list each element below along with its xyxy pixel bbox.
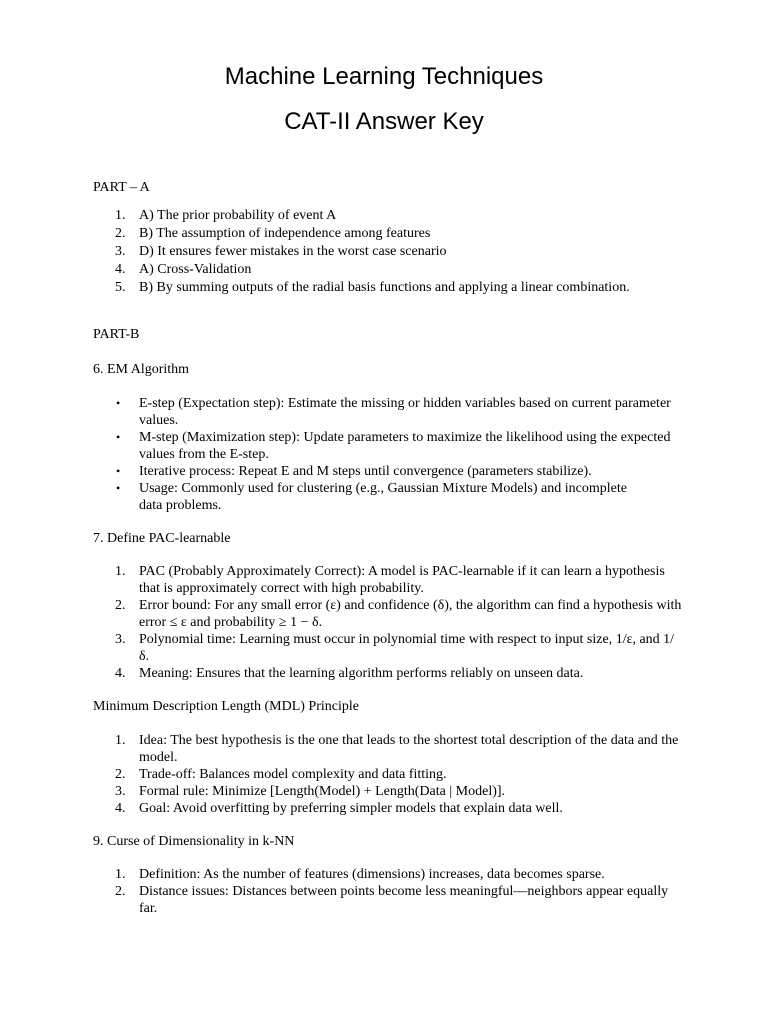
list-number: 3. bbox=[115, 244, 126, 259]
list-text: Error bound: For any small error (ε) and confidence (δ), the algorithm can find a hypothesis with error ≤ ε and probability ≥ 1 − δ. bbox=[139, 598, 682, 630]
list-item bbox=[93, 883, 683, 917]
list-text: Iterative process: Repeat E and M steps until convergence (parameters stabilize). bbox=[139, 464, 592, 479]
q7-heading: 7. Define PAC-learnable bbox=[93, 531, 231, 546]
list-item bbox=[93, 665, 683, 682]
list-item bbox=[93, 261, 683, 278]
list-text: Idea: The best hypothesis is the one that leads to the shortest total description of the data and the model. bbox=[139, 733, 679, 765]
list-text: Usage: Commonly used for clustering (e.g., Gaussian Mixture Models) and incomplete data problems. bbox=[139, 481, 627, 513]
document-subtitle: CAT-II Answer Key bbox=[284, 108, 484, 135]
list-number: 4. bbox=[115, 666, 126, 681]
list-number: 1. bbox=[115, 733, 126, 748]
list-item bbox=[93, 800, 683, 817]
list-text: D) It ensures fewer mistakes in the worst case scenario bbox=[139, 244, 447, 259]
mdl-list bbox=[93, 732, 683, 817]
q9-heading: 9. Curse of Dimensionality in k-NN bbox=[93, 834, 295, 849]
part-b-heading: PART-B bbox=[93, 327, 140, 342]
document-title: Machine Learning Techniques bbox=[224, 63, 544, 90]
list-text: Goal: Avoid overfitting by preferring simpler models that explain data well. bbox=[139, 801, 563, 816]
q9-list bbox=[93, 866, 683, 917]
part-a-heading: PART – A bbox=[93, 180, 150, 195]
list-item bbox=[93, 783, 683, 800]
bullet-icon: • bbox=[116, 396, 121, 410]
list-item bbox=[93, 207, 683, 224]
list-number: 3. bbox=[115, 632, 126, 647]
list-text: B) The assumption of independence among features bbox=[139, 226, 431, 241]
q6-heading: 6. EM Algorithm bbox=[93, 362, 190, 377]
list-number: 4. bbox=[115, 801, 126, 816]
list-text: B) By summing outputs of the radial basis functions and applying a linear combination. bbox=[139, 280, 630, 295]
list-item bbox=[93, 279, 659, 296]
list-number: 2. bbox=[115, 226, 126, 241]
list-item bbox=[93, 480, 639, 514]
list-item bbox=[93, 243, 683, 260]
bullet-icon: • bbox=[116, 464, 121, 478]
list-text: Definition: As the number of features (dimensions) increases, data becomes sparse. bbox=[139, 867, 605, 882]
list-number: 1. bbox=[115, 564, 126, 579]
list-number: 1. bbox=[115, 867, 126, 882]
list-text: PAC (Probably Approximately Correct): A model is PAC-learnable if it can learn a hypothesis that is approximately correct with high probability. bbox=[139, 564, 665, 596]
list-text: M-step (Maximization step): Update parameters to maximize the likelihood using the expected values from the E-step. bbox=[139, 430, 671, 462]
list-number: 1. bbox=[115, 208, 126, 223]
list-item bbox=[93, 563, 683, 597]
list-number: 3. bbox=[115, 784, 126, 799]
list-number: 2. bbox=[115, 767, 126, 782]
list-number: 2. bbox=[115, 598, 126, 613]
mdl-heading: Minimum Description Length (MDL) Principle bbox=[93, 699, 359, 714]
list-text: Distance issues: Distances between points become less meaningful—neighbors appear equally far. bbox=[139, 884, 669, 916]
list-number: 2. bbox=[115, 884, 126, 899]
list-text: A) Cross-Validation bbox=[139, 262, 252, 277]
list-number: 4. bbox=[115, 262, 126, 277]
list-text: Meaning: Ensures that the learning algorithm performs reliably on unseen data. bbox=[139, 666, 584, 681]
bullet-icon: • bbox=[116, 481, 121, 495]
list-item bbox=[93, 766, 683, 783]
list-text: Trade-off: Balances model complexity and data fitting. bbox=[139, 767, 447, 782]
list-text: Formal rule: Minimize [Length(Model) + Length(Data | Model)]. bbox=[139, 784, 506, 799]
list-text: A) The prior probability of event A bbox=[139, 208, 337, 223]
list-item bbox=[93, 395, 683, 429]
list-text: E-step (Expectation step): Estimate the missing or hidden variables based on current parameter values. bbox=[139, 396, 671, 428]
q6-list bbox=[93, 395, 683, 514]
list-item bbox=[93, 631, 683, 665]
list-number: 5. bbox=[115, 280, 126, 295]
list-item bbox=[93, 732, 683, 766]
list-item bbox=[93, 463, 683, 480]
q7-list bbox=[93, 563, 683, 682]
list-item bbox=[93, 866, 683, 883]
list-text: Polynomial time: Learning must occur in polynomial time with respect to input size, 1/ε, and 1/δ. bbox=[139, 632, 675, 664]
bullet-icon: • bbox=[116, 430, 121, 444]
list-item bbox=[93, 225, 683, 242]
list-item bbox=[93, 429, 683, 463]
list-item bbox=[93, 597, 683, 631]
part-a-list bbox=[93, 207, 683, 297]
